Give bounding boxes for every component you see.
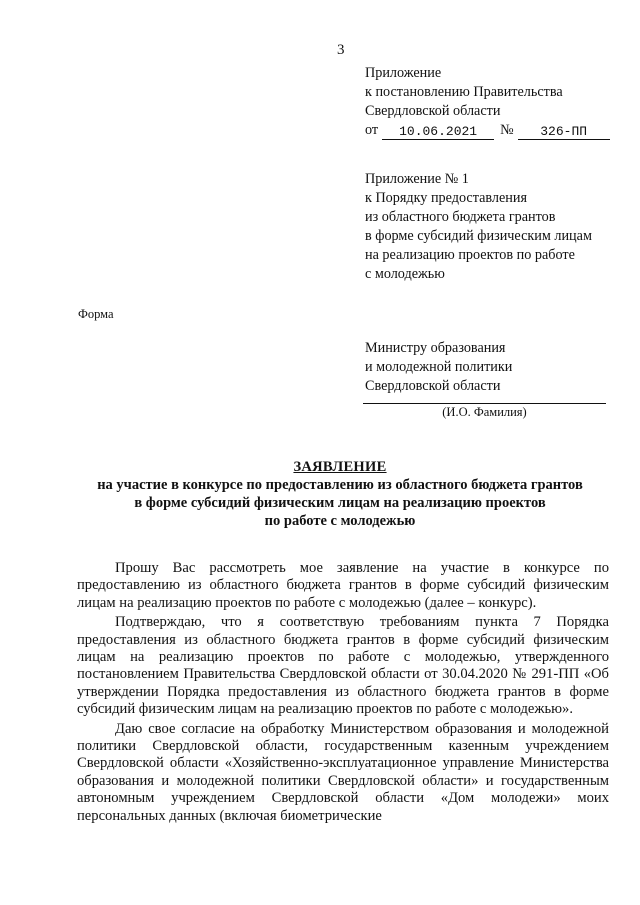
resolution-date: 10.06.2021 <box>382 124 494 140</box>
document-title <box>60 458 620 530</box>
appendix-1-line: на реализацию проектов по работе <box>365 247 575 263</box>
addressee-line: Министру образования <box>365 340 506 356</box>
appendix-1-line: к Порядку предоставления <box>365 190 527 206</box>
addressee-line: и молодежной политики <box>365 359 513 375</box>
addressee-line: Свердловской области <box>365 378 501 394</box>
appendix-1-line: в форме субсидий физическим лицам <box>365 228 592 244</box>
appendix-header-line: Приложение <box>365 65 442 81</box>
document-body <box>77 560 609 825</box>
number-label: № <box>500 122 514 138</box>
page-number: 3 <box>337 42 345 58</box>
body-paragraph: Подтверждаю, что я соответствую требованиям пункта 7 Порядка предоставления из областного бюджета грантов в форме субсидий физическим лицам на реализацию проектов по работе с молодежью, утвержденного постановлением Правительства Свердловской области от 30.04.2020 № 291-ПП «Об утверждении Порядка предоставления из областного бюджета грантов в форме субсидий физическим лицам на реализацию проектов по работе с молодежью». <box>77 614 609 718</box>
body-paragraph: Прошу Вас рассмотреть мое заявление на участие в конкурсе по предоставлению из областного бюджета грантов в форме субсидий физическим лицам на реализацию проектов по работе с молодежью (далее – конкурс). <box>77 560 609 611</box>
appendix-header <box>365 64 610 140</box>
signature-line <box>363 403 606 404</box>
addressee-block <box>365 339 512 396</box>
appendix-1-line: из областного бюджета грантов <box>365 209 556 225</box>
body-paragraph: Даю свое согласие на обработку Министерством образования и молодежной политики Свердловской области, государственным казенным учреждением Свердловской области «Хозяйственно-эксплуатационное управление Министерства образования и молодежной политики Свердловской области» и государственным автономным учреждением Свердловской области «Дом молодежи» моих персональных данных (включая биометрические <box>77 720 609 824</box>
form-label: Форма <box>78 307 114 321</box>
appendix-1-line: с молодежью <box>365 266 445 282</box>
from-label: от <box>365 122 379 138</box>
appendix-1-line: Приложение № 1 <box>365 171 469 187</box>
resolution-date-number <box>365 121 610 140</box>
title-line: в форме субсидий физическим лицам на реализацию проектов <box>134 495 546 511</box>
appendix-1-header <box>365 170 592 284</box>
title-heading: ЗАЯВЛЕНИЕ <box>293 459 387 475</box>
resolution-number: 326-ПП <box>518 124 610 140</box>
appendix-header-line: к постановлению Правительства <box>365 84 563 100</box>
title-line: на участие в конкурсе по предоставлению из областного бюджета грантов <box>97 477 583 493</box>
appendix-header-line: Свердловской области <box>365 103 501 119</box>
title-line: по работе с молодежью <box>264 513 416 529</box>
signature-caption: (И.О. Фамилия) <box>442 405 527 419</box>
